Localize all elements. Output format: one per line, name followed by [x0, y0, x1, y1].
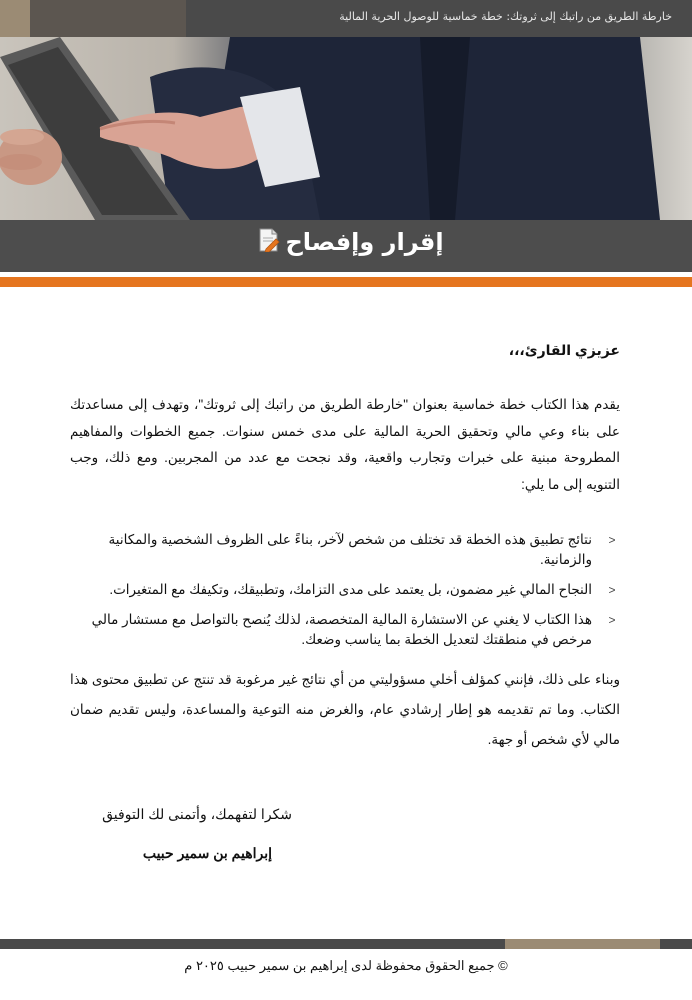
list-item — [70, 530, 620, 570]
list-item-text: هذا الكتاب لا يغني عن الاستشارة المالية المتخصصة، لذلك يُنصح بالتواصل مع مستشار مالي مرخص في منطقتك لتعديل الخطة بما يناسب وضعك. — [91, 612, 592, 647]
chevron-bullet-icon: < — [608, 613, 616, 627]
hero-photo-tablet — [0, 37, 692, 220]
list-item — [70, 610, 620, 650]
top-header-bar — [0, 0, 692, 37]
running-header-title: خارطة الطريق من راتبك إلى ثروتك: خطة خماسية للوصول الحرية المالية — [339, 10, 672, 23]
disclaimer-list — [70, 530, 620, 660]
greeting: عزيزي القارئ،،، — [508, 342, 620, 358]
section-title-band — [0, 220, 692, 272]
header-accent-dark — [30, 0, 186, 37]
list-item-text: نتائج تطبيق هذه الخطة قد تختلف من شخص لآخر، بناءً على الظروف الشخصية والمكانية والزمانية. — [108, 532, 592, 567]
intro-paragraph: يقدم هذا الكتاب خطة خماسية بعنوان "خارطة الطريق من راتبك إلى ثروتك"، وتهدف إلى مساعدتك على بناء وعي مالي وتحقيق الحرية المالية على مدى خمس سنوات. جميع الخطوات والمفاهيم المطروحة مبنية على خبرات وتجارب واقعية، وقد نجحت مع عدد من المجربين. ومع ذلك، وجب التنويه إلى ما يلي: — [70, 397, 620, 492]
footer-accent-tan — [505, 939, 660, 949]
chevron-bullet-icon: < — [608, 583, 616, 597]
chevron-bullet-icon: < — [608, 533, 616, 547]
section-title: إقرار وإفصاح — [285, 228, 444, 256]
outro-paragraph: وبناء على ذلك، فإنني كمؤلف أخلي مسؤوليتي من أي نتائج غير مرغوبة قد تنتج عن تطبيق محتوى هذا الكتاب. وما تم تقديمه هو إطار إرشادي عام، والغرض منه التوعية والمساعدة، وليس تقديم ضمان مالي لأي شخص أو جهة. — [70, 672, 620, 747]
list-item-text: النجاح المالي غير مضمون، بل يعتمد على مدى التزامك، وتطبيقك، وتكيفك مع المتغيرات. — [109, 582, 592, 597]
footer-bar — [0, 939, 692, 949]
thanks-line: شكرا لتفهمك، وأتمنى لك التوفيق — [102, 806, 292, 822]
header-accent-tan — [0, 0, 30, 37]
copyright-footer: © جميع الحقوق محفوظة لدى إبراهيم بن سمير حبيب ٢٠٢٥ م — [184, 958, 508, 973]
document-pencil-icon — [258, 228, 280, 256]
orange-divider — [0, 277, 692, 287]
section-title-wrap — [0, 228, 692, 256]
list-item — [70, 580, 620, 600]
hero-illustration — [0, 37, 692, 220]
author-name: إبراهيم بن سمير حبيب — [142, 845, 272, 861]
